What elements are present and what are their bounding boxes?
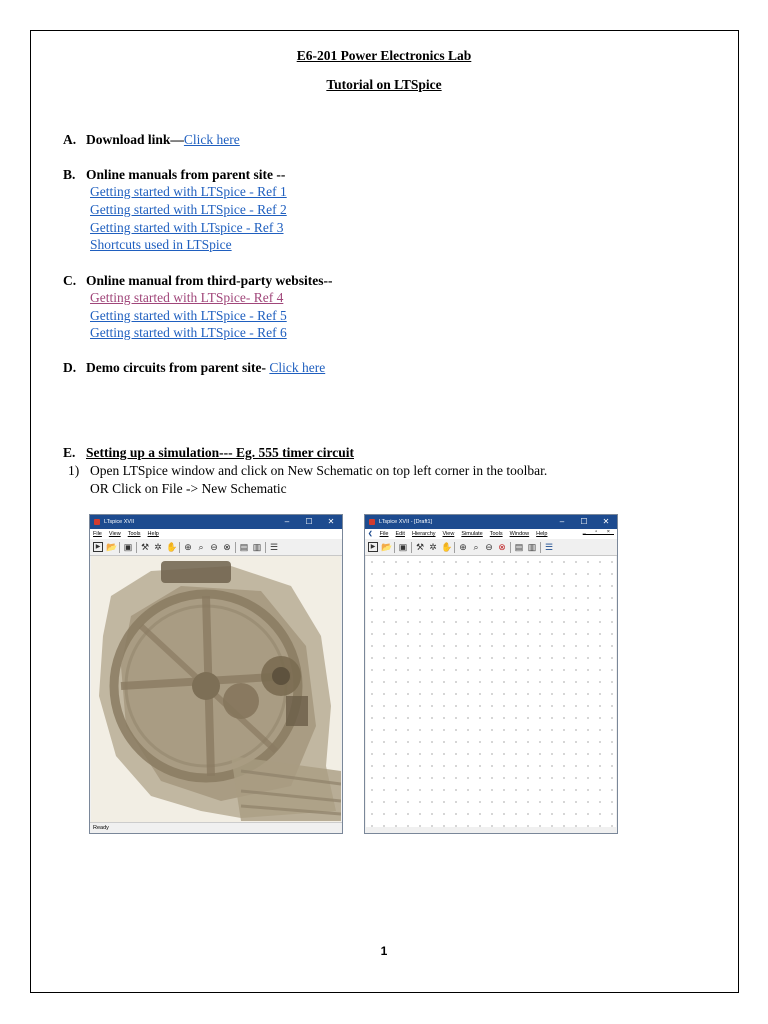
control-panel-icon[interactable]: ⚒	[140, 542, 150, 552]
ref-5-link[interactable]: Getting started with LTSpice - Ref 5	[90, 308, 287, 323]
zoom-pan-icon[interactable]: ⌕	[473, 542, 479, 552]
left-toolbar	[90, 539, 342, 556]
document-subtitle: Tutorial on LTSpice	[326, 77, 442, 92]
right-toolbar	[365, 539, 617, 556]
ref-1-link[interactable]: Getting started with LTSpice - Ref 1	[90, 184, 287, 199]
menu-tools[interactable]: Tools	[127, 531, 141, 537]
halt-icon[interactable]: ✲	[154, 542, 162, 552]
right-titlebar	[365, 515, 617, 529]
section-b-heading: Online manuals from parent site --	[86, 167, 286, 182]
control-panel-icon[interactable]: ⚒	[415, 542, 425, 552]
ref-6-link[interactable]: Getting started with LTSpice - Ref 6	[90, 325, 287, 340]
mdi-window-controls[interactable]: _ ▫ ×	[582, 529, 614, 535]
page-number: 1	[380, 944, 388, 958]
step-1-number: 1)	[68, 463, 80, 478]
section-e-heading: Setting up a simulation--- Eg. 555 timer circuit	[86, 445, 354, 460]
run-icon[interactable]: ▶	[368, 542, 378, 552]
ref-3-link-row	[90, 220, 284, 236]
toolbar-separator	[179, 542, 180, 553]
step-1	[68, 463, 547, 479]
ref-5-link-row	[90, 308, 287, 324]
toolbar-separator	[394, 542, 395, 553]
section-b	[63, 167, 285, 183]
ref-6-link-row	[90, 325, 287, 341]
mechanism-artwork	[91, 556, 341, 823]
open-folder-icon[interactable]: 📂	[381, 542, 393, 552]
ltspice-draft-screenshot	[364, 514, 618, 834]
pan-hand-icon[interactable]: ✋	[166, 542, 178, 552]
toolbar-separator	[119, 542, 120, 553]
shortcuts-link-row	[90, 237, 232, 253]
zoom-in-icon[interactable]: ⊕	[184, 542, 192, 552]
section-b-letter: B.	[63, 167, 76, 182]
step-1-line-2: OR Click on File -> New Schematic	[90, 481, 287, 496]
cascade-icon[interactable]: ▥	[252, 542, 262, 552]
toolbar-separator	[136, 542, 137, 553]
schematic-grid-canvas[interactable]	[366, 556, 616, 827]
document-title: E6-201 Power Electronics Lab	[296, 48, 472, 63]
run-icon[interactable]: ▶	[93, 542, 103, 552]
step-1-line-1: Open LTSpice window and click on New Schematic on top left corner in the toolbar.	[90, 463, 548, 478]
zoom-pan-icon[interactable]: ⌕	[198, 542, 204, 552]
left-titlebar	[90, 515, 342, 529]
zoom-in-icon[interactable]: ⊕	[459, 542, 467, 552]
toolbar-separator	[540, 542, 541, 553]
zoom-fit-icon[interactable]: ⊗	[223, 542, 231, 552]
maximize-icon[interactable]: ☐	[305, 517, 313, 526]
toolbar-separator	[454, 542, 455, 553]
pan-hand-icon[interactable]: ✋	[441, 542, 453, 552]
zoom-out-icon[interactable]: ⊖	[210, 542, 218, 552]
section-d	[63, 360, 325, 376]
minimize-icon[interactable]: –	[559, 517, 565, 526]
ltspice-app-icon	[94, 519, 100, 525]
menu-view[interactable]: View	[108, 531, 121, 537]
section-c	[63, 273, 333, 289]
close-icon[interactable]: ✕	[327, 517, 335, 526]
ltspice-start-screenshot	[89, 514, 343, 834]
section-c-letter: C.	[63, 273, 77, 288]
ref-3-link[interactable]: Getting started with LTspice - Ref 3	[90, 220, 284, 235]
menu-file[interactable]: File	[93, 531, 102, 537]
menu-simulate[interactable]: Simulate	[461, 531, 483, 537]
section-d-heading: Demo circuits from parent site-	[86, 360, 270, 375]
minimize-icon[interactable]: –	[284, 517, 290, 526]
ref-2-link[interactable]: Getting started with LTSpice - Ref 2	[90, 202, 287, 217]
ref-4-link-row	[90, 290, 283, 306]
wire-icon[interactable]: ☰	[544, 542, 554, 552]
demo-circuits-link[interactable]: Click here	[269, 360, 326, 375]
toolbar-separator	[235, 542, 236, 553]
section-a-letter: A.	[63, 132, 77, 147]
section-a-heading: Download link—	[86, 132, 184, 147]
left-menubar	[90, 529, 342, 539]
section-e-letter: E.	[63, 445, 76, 460]
close-icon[interactable]: ✕	[602, 517, 610, 526]
ref-1-link-row	[90, 184, 287, 200]
save-icon[interactable]: ▣	[398, 542, 408, 552]
halt-icon[interactable]: ✲	[429, 542, 437, 552]
schematic-doc-icon: ❮	[368, 531, 373, 537]
toolbar-separator	[411, 542, 412, 553]
zoom-out-icon[interactable]: ⊖	[485, 542, 493, 552]
wire-icon[interactable]: ☰	[269, 542, 279, 552]
section-d-letter: D.	[63, 360, 77, 375]
shortcuts-link[interactable]: Shortcuts used in LTSpice	[90, 237, 232, 252]
menu-edit[interactable]: Edit	[395, 531, 405, 537]
tile-icon[interactable]: ▤	[239, 542, 249, 552]
menu-tools[interactable]: Tools	[489, 531, 503, 537]
menu-help[interactable]: Help	[147, 531, 159, 537]
section-a	[63, 132, 240, 148]
maximize-icon[interactable]: ☐	[580, 517, 588, 526]
tile-icon[interactable]: ▤	[514, 542, 524, 552]
menu-window[interactable]: Window	[509, 531, 530, 537]
menu-hierarchy[interactable]: Hierarchy	[411, 531, 436, 537]
section-c-heading: Online manual from third-party websites--	[86, 273, 333, 288]
ltspice-app-icon	[369, 519, 375, 525]
status-bar: Ready	[90, 822, 342, 833]
ref-2-link-row	[90, 202, 287, 218]
menu-help[interactable]: Help	[536, 531, 548, 537]
zoom-fit-icon[interactable]: ⊗	[498, 542, 506, 552]
ref-4-link[interactable]: Getting started with LTSpice- Ref 4	[90, 290, 284, 305]
open-folder-icon[interactable]: 📂	[106, 542, 118, 552]
section-e	[63, 445, 354, 461]
left-window-title: LTspice XVII	[104, 519, 135, 525]
menu-file[interactable]: File	[379, 531, 389, 537]
menu-view[interactable]: View	[442, 531, 455, 537]
download-link[interactable]: Click here	[183, 132, 240, 147]
toolbar-separator	[510, 542, 511, 553]
toolbar-separator	[265, 542, 266, 553]
antikythera-background-image	[91, 556, 341, 823]
right-window-title: LTspice XVII - [Draft1]	[379, 519, 433, 525]
cascade-icon[interactable]: ▥	[527, 542, 537, 552]
right-menubar	[365, 529, 617, 539]
save-icon[interactable]: ▣	[123, 542, 133, 552]
